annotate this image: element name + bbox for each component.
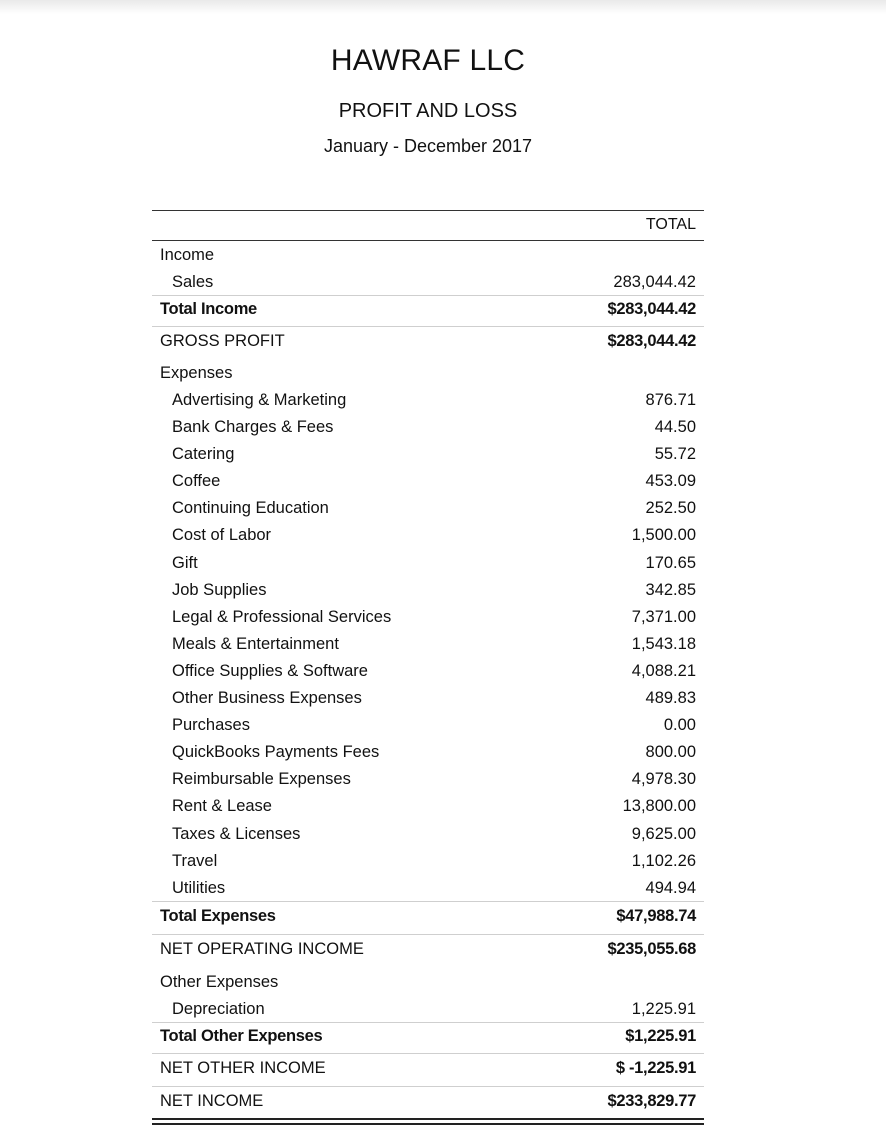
row-value: 1,543.18 <box>631 634 696 653</box>
column-header-row <box>152 210 704 241</box>
row-value: 876.71 <box>645 391 696 409</box>
report-title: PROFIT AND LOSS <box>338 100 518 122</box>
row-label: NET OTHER INCOME <box>160 1058 326 1077</box>
total-income-row <box>152 295 704 327</box>
row-label: Sales <box>172 273 214 291</box>
row-label: Catering <box>172 445 235 464</box>
expense-row <box>152 549 704 576</box>
row-value: $1,225.91 <box>625 1026 696 1045</box>
other-expenses-section-label-row <box>152 968 704 995</box>
net-income-row <box>152 1087 704 1117</box>
row-value: 283,044.42 <box>613 273 696 291</box>
row-value: 4,978.30 <box>631 770 696 789</box>
row-label: Total Income <box>160 300 257 318</box>
row-value: 1,500.00 <box>631 526 696 545</box>
row-value: $283,044.42 <box>607 332 696 350</box>
row-value: 453.09 <box>645 472 696 491</box>
column-header-total: TOTAL <box>645 216 696 233</box>
expense-items-list <box>152 386 704 901</box>
row-value: $233,829.77 <box>607 1091 696 1110</box>
row-label: Income <box>160 246 215 264</box>
row-value: 1,225.91 <box>631 999 696 1018</box>
row-label: GROSS PROFIT <box>160 332 285 350</box>
row-label: Rent & Lease <box>172 797 272 816</box>
row-label: Job Supplies <box>172 580 267 599</box>
expense-row <box>152 386 704 413</box>
row-label: Coffee <box>172 472 221 491</box>
row-label: Advertising & Marketing <box>172 391 347 409</box>
expense-row <box>152 738 704 765</box>
income-section-label-row <box>152 241 704 268</box>
row-value: 4,088.21 <box>631 661 696 680</box>
row-value: 489.83 <box>645 689 696 708</box>
row-label: Legal & Professional Services <box>172 607 392 626</box>
total-expenses-row <box>152 901 704 935</box>
company-name: HAWRAF LLC <box>330 44 526 77</box>
expense-row <box>152 413 704 440</box>
row-label: Continuing Education <box>172 499 329 518</box>
expense-row <box>152 684 704 711</box>
income-sales-row <box>152 268 704 295</box>
row-label: Expenses <box>160 364 233 382</box>
row-label: Total Expenses <box>160 906 276 925</box>
row-label: Depreciation <box>172 999 265 1018</box>
report-period: January - December 2017 <box>323 136 533 156</box>
expense-row <box>152 440 704 467</box>
expense-row <box>152 711 704 738</box>
row-value: 9,625.00 <box>631 824 696 843</box>
double-underline <box>152 1118 704 1125</box>
expense-row <box>152 603 704 630</box>
expense-row <box>152 792 704 819</box>
expense-row <box>152 494 704 521</box>
row-value: 494.94 <box>645 878 696 897</box>
row-label: Other Business Expenses <box>172 689 362 708</box>
row-value: 252.50 <box>645 499 696 518</box>
row-label: Gift <box>172 553 198 572</box>
row-value: 55.72 <box>654 445 696 464</box>
row-label: Travel <box>172 851 218 870</box>
depreciation-row <box>152 995 704 1022</box>
profit-loss-table <box>152 210 704 1117</box>
row-value: 44.50 <box>654 418 696 437</box>
expense-row <box>152 657 704 684</box>
expense-row <box>152 847 704 874</box>
expense-row <box>152 765 704 792</box>
row-label: Office Supplies & Software <box>172 661 368 680</box>
net-operating-income-row <box>152 935 704 968</box>
row-label: Utilities <box>172 878 226 897</box>
row-label: NET INCOME <box>160 1091 264 1110</box>
expense-row <box>152 820 704 847</box>
page-top-shadow <box>0 0 886 14</box>
total-other-expenses-row <box>152 1022 704 1054</box>
expense-row <box>152 521 704 548</box>
expense-row <box>152 576 704 603</box>
row-label: NET OPERATING INCOME <box>160 939 364 958</box>
row-label: QuickBooks Payments Fees <box>172 743 380 762</box>
row-value: $ -1,225.91 <box>615 1058 696 1077</box>
gross-profit-row <box>152 327 704 359</box>
expense-row <box>152 874 704 901</box>
row-value: 0.00 <box>663 716 696 735</box>
row-value: 342.85 <box>645 580 696 599</box>
row-label: Purchases <box>172 716 250 735</box>
row-label: Other Expenses <box>160 972 279 991</box>
row-value: 1,102.26 <box>631 851 696 870</box>
row-label: Taxes & Licenses <box>172 824 301 843</box>
row-value: $283,044.42 <box>607 300 696 318</box>
expenses-section-label-row <box>152 359 704 386</box>
row-value: 7,371.00 <box>631 607 696 626</box>
row-label: Total Other Expenses <box>160 1026 323 1045</box>
row-value: 170.65 <box>645 553 696 572</box>
row-value: 800.00 <box>645 743 696 762</box>
row-label: Reimbursable Expenses <box>172 770 351 789</box>
row-label: Cost of Labor <box>172 526 272 545</box>
expense-row <box>152 630 704 657</box>
expense-row <box>152 467 704 494</box>
row-value: $47,988.74 <box>616 906 696 925</box>
row-value: $235,055.68 <box>607 939 696 958</box>
row-label: Meals & Entertainment <box>172 634 339 653</box>
row-label: Bank Charges & Fees <box>172 418 334 437</box>
row-value: 13,800.00 <box>622 797 696 816</box>
net-other-income-row <box>152 1054 704 1087</box>
